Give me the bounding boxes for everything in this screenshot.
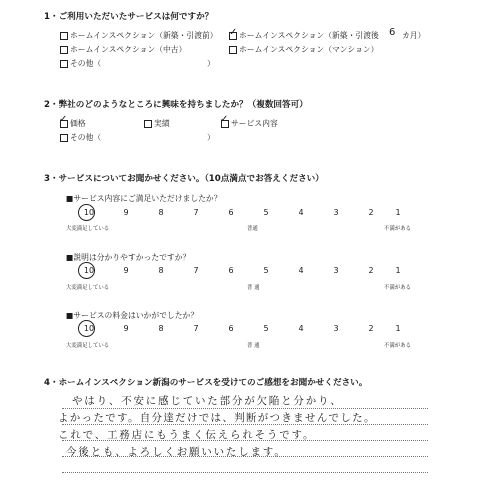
months-suffix-label: カ月） [402,31,426,40]
option-other-1-close: ） [207,59,215,68]
scale-7[interactable]: 7 [193,324,199,333]
anchor-normal: 普通 [247,226,258,232]
scale-2[interactable]: 2 [368,266,374,275]
anchor-normal: 普 通 [247,285,260,291]
comment-line-2: よかったです。自分達だけでは、判断がつきませんでした。 [58,412,376,424]
checkmark-icon: ✓ [220,114,229,125]
option-price-label: 価格 [70,119,86,128]
scale-2[interactable]: 2 [368,324,374,333]
option-service-label: サービス内容 [231,119,278,128]
scale-8[interactable]: 8 [158,208,164,217]
checkmark-icon: ✓ [229,27,238,38]
scale-4[interactable]: 4 [298,324,304,333]
scale-7[interactable]: 7 [193,266,199,275]
question-2-title: 2・弊社のどのようなところに興味を持ちましたか？（複数回答可） [44,100,308,110]
anchor-satisfied: 大変満足している [66,343,110,349]
scale-1[interactable]: 1 [395,208,401,217]
question-1-title: 1・ご利用いただいたサービスは何ですか？ [44,12,214,22]
checkbox-new-before[interactable] [60,32,68,40]
scale-3[interactable]: 3 [333,208,339,217]
rating-question-2: ■説明は分かりやすかったですか？ [66,253,191,262]
scale-6[interactable]: 6 [228,324,234,333]
comment-line-3: これで、工務店にもうまく伝えられそうです。 [58,429,316,441]
scale-8[interactable]: 8 [158,324,164,333]
question-4-title: 4・ホームインスペクション新潟のサービスを受けてのご感想をお聞かせください。 [44,378,368,388]
scale-5[interactable]: 5 [263,324,269,333]
ruled-line [62,408,428,409]
checkbox-record[interactable] [144,120,152,128]
option-record-label: 実績 [154,119,170,128]
scale-9[interactable]: 9 [123,324,129,333]
scale-9[interactable]: 9 [123,208,129,217]
scale-6[interactable]: 6 [228,208,234,217]
ruled-line [62,472,428,473]
rating-question-1: ■サービス内容にご満足いただけましたか？ [66,194,222,203]
anchor-dissatisfied: 不満がある [384,343,411,349]
anchor-dissatisfied: 不満がある [384,226,411,232]
checkmark-icon: ✓ [59,114,68,125]
scale-10[interactable]: 10 [83,324,95,333]
anchor-satisfied: 大変満足している [66,226,110,232]
scale-3[interactable]: 3 [333,266,339,275]
scale-10[interactable]: 10 [83,208,95,217]
scale-4[interactable]: 4 [298,266,304,275]
option-used-label: ホームインスペクション（中古） [70,45,187,54]
handwritten-months: 6 [389,27,398,38]
checkbox-mansion[interactable] [229,46,237,54]
scale-1[interactable]: 1 [395,266,401,275]
option-new-after-label: ホームインスペクション（新築・引渡後 [239,31,379,40]
scale-5[interactable]: 5 [263,266,269,275]
checkbox-used[interactable] [60,46,68,54]
option-other-1-label: その他（ [70,59,102,68]
scale-4[interactable]: 4 [298,208,304,217]
scale-1[interactable]: 1 [395,324,401,333]
scale-5[interactable]: 5 [263,208,269,217]
comment-line-4: 今後とも、よろしくお願いいたします。 [66,446,287,458]
checkbox-other-2[interactable] [60,134,68,142]
anchor-dissatisfied: 不満がある [384,285,411,291]
option-other-2-close: ） [207,133,215,142]
anchor-satisfied: 大変満足している [66,285,110,291]
scale-7[interactable]: 7 [193,208,199,217]
scale-9[interactable]: 9 [123,266,129,275]
scale-8[interactable]: 8 [158,266,164,275]
option-new-before-label: ホームインスペクション（新築・引渡前） [70,31,218,40]
scale-2[interactable]: 2 [368,208,374,217]
question-3-title: 3・サービスについてお聞かせください。（10点満点でお答えください） [44,174,324,184]
option-other-2-label: その他（ [70,133,102,142]
anchor-normal: 普 通 [247,343,260,349]
scale-3[interactable]: 3 [333,324,339,333]
option-mansion-label: ホームインスペクション（マンション） [239,45,379,54]
scale-10[interactable]: 10 [83,266,95,275]
scale-6[interactable]: 6 [228,266,234,275]
comment-line-1: やはり、不安に感じていた部分が欠陥と分かり、 [72,395,343,407]
checkbox-other-1[interactable] [60,60,68,68]
rating-question-3: ■サービスの料金はいかがでしたか？ [66,311,199,320]
